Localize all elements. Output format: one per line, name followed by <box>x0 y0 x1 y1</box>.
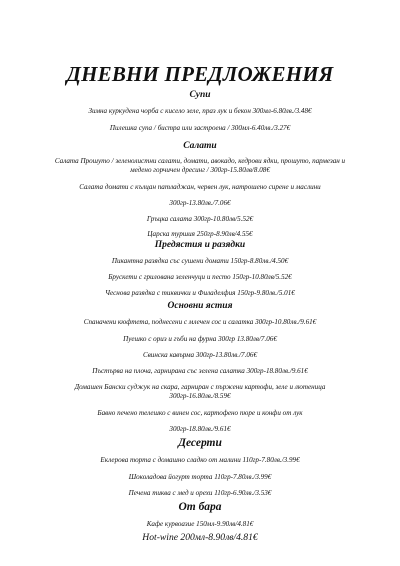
menu-item: Домашен Бански суджук на скара, гарниран с пържени картофи, зеле и лютеница 300гр-16.80лв./8.59€ <box>74 383 326 401</box>
menu-item: Кафе курвоазие 150мл-9.90лв/4.81€ <box>146 520 254 528</box>
menu-item: 300гр-18.80лв./9.61€ <box>169 425 231 433</box>
section-heading-salads: Салати <box>183 141 217 151</box>
menu-item: Печена тиква с мед и орехи 110гр-6.90лв./3.53€ <box>128 489 272 497</box>
menu-item: Брускети с грилована зеленчуци и песто 150гр-10.80лв/5.52€ <box>108 273 292 281</box>
menu-item: Hot-wine 200мл-8.90лв/4.81€ <box>142 532 258 543</box>
menu-item: 300гр-13.80лв./7.06€ <box>169 199 231 207</box>
section-heading-starters: Предястия и разядки <box>154 240 246 250</box>
menu-item: Зимна куркудена чорба с кисело зеле, праз лук и бекон 300мл-6.80лв./3.48€ <box>88 107 312 115</box>
menu-item: Пъстърва на плоча, гарнирана със зелена салатка 300гр-18.80лв./9.61€ <box>92 367 308 375</box>
menu-item: Гръцка салата 300гр-10.80лв/5.52€ <box>146 215 254 223</box>
menu-item: Еклерова торта с домашно сладко от малини 110гр-7.80лв./3.99€ <box>100 456 300 464</box>
section-heading-soups: Супи <box>189 90 211 100</box>
menu-item: Салата Прошуто / зеленолистни салати, домати, авокадо, кедрови ядки, прошуто, пармезан и медено горчичен дресинг / 300гр-15.80лв/8.08€ <box>54 157 346 175</box>
page-title: ДНЕВНИ ПРЕДЛОЖЕНИЯ <box>66 62 334 86</box>
menu-item: Шоколадова йогурт торта 110гр-7.80лв./3.99€ <box>128 473 272 481</box>
menu-item: Чеснова разядка с тиквички и Филаделфия 150гр-9.80лв./5.01€ <box>105 289 295 297</box>
section-heading-desserts: Десерти <box>178 437 222 449</box>
menu-item: Пикантна разядка със сушени домати 150гр-8.80лв./4.50€ <box>111 257 289 265</box>
menu-item: Салата домати с кълцан патладжан, червен лук, натрошено сирене и маслини <box>79 183 321 191</box>
section-heading-main-dishes: Основни ястия <box>167 301 233 311</box>
menu-item: Бавно печено телешко с винен сос, картофено пюре и конфи от лук <box>97 409 303 417</box>
menu-item: Царска туршия 250гр-8.90лв/4.55€ <box>147 230 253 238</box>
section-heading-bar: От бара <box>178 501 222 513</box>
menu-item: Пуешко с ориз и гъби на фурна 300гр 13.80лв/7.06€ <box>123 335 277 343</box>
menu-item: Свинска кавърма 300гр-13.80лв./7.06€ <box>142 351 258 359</box>
menu-item: Спаначени кюфтета, поднесени с млечен сос и салатка 300гр-10.80лв./9.61€ <box>83 318 317 326</box>
menu-item: Пилешка супа / бистра или застроена / 300мл-6.40лв./3.27€ <box>109 124 291 132</box>
